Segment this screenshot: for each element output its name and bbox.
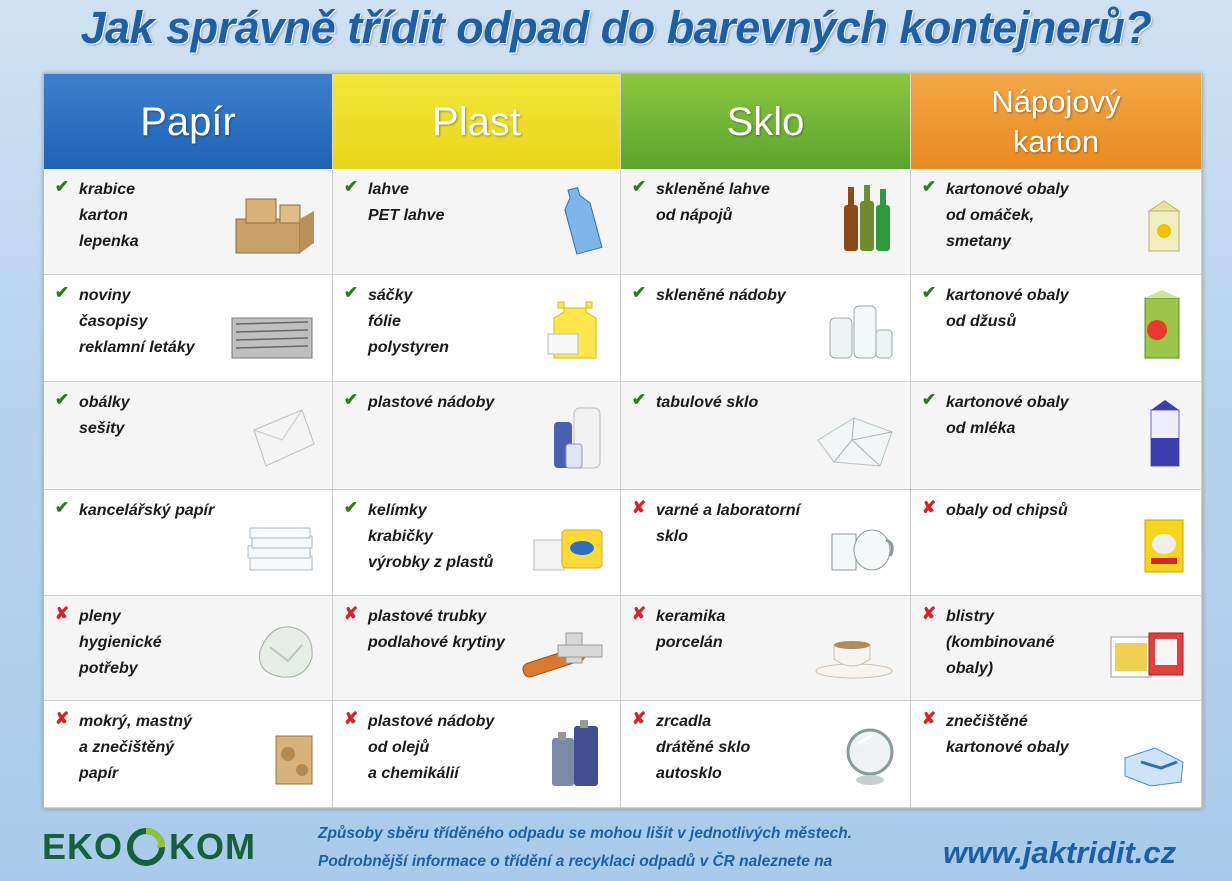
glass-bottles-icon	[840, 183, 896, 260]
cup-saucer-icon	[814, 635, 896, 686]
cross-icon: ✘	[54, 604, 70, 623]
chemical-canisters-icon	[550, 718, 606, 793]
column-header-paper: Papír	[44, 74, 333, 169]
item-text: plastové trubky podlahové krytiny	[368, 608, 505, 651]
cell-plastic-2	[333, 275, 621, 382]
milk-carton-icon	[1143, 398, 1187, 475]
item-text: varné a laboratorní sklo	[656, 502, 801, 545]
cell-glass-5	[621, 596, 911, 701]
cross-icon: ✘	[631, 498, 647, 517]
item-text: pleny hygienické potřeby	[79, 608, 162, 677]
column-header-carton-label: Nápojový karton	[991, 83, 1121, 159]
cross-icon: ✘	[921, 604, 937, 623]
checkmark-icon: ✔	[631, 390, 647, 409]
cell-glass-1	[621, 169, 911, 275]
cell-paper-5	[44, 596, 333, 701]
cell-carton-4	[911, 490, 1202, 596]
dirty-paper-bag-icon	[270, 726, 318, 793]
item-text: kelímky krabičky výrobky z plastů	[368, 502, 494, 571]
sorting-table	[43, 73, 1203, 809]
cross-icon: ✘	[54, 709, 70, 728]
cell-paper-1	[44, 169, 333, 275]
column-header-carton	[911, 74, 1202, 169]
item-text: krabice karton lepenka	[79, 181, 139, 250]
cell-carton-1	[911, 169, 1202, 275]
checkmark-icon: ✔	[343, 283, 359, 302]
checkmark-icon: ✔	[921, 283, 937, 302]
item-text: plastové nádoby	[368, 394, 495, 411]
item-text: keramika porcelán	[656, 608, 726, 651]
footer-note	[318, 820, 852, 876]
checkmark-icon: ✔	[343, 390, 359, 409]
cell-paper-3	[44, 382, 333, 490]
item-text: kancelářský papír	[79, 502, 215, 519]
cross-icon: ✘	[921, 498, 937, 517]
recycle-logo-icon	[126, 827, 166, 867]
cell-paper-4	[44, 490, 333, 596]
item-text: znečištěné kartonové obaly	[946, 713, 1069, 756]
checkmark-icon: ✔	[54, 390, 70, 409]
cross-icon: ✘	[921, 709, 937, 728]
cell-plastic-3	[333, 382, 621, 490]
checkmark-icon: ✔	[343, 498, 359, 517]
cross-icon: ✘	[631, 709, 647, 728]
plastic-cups-icon	[532, 526, 606, 581]
pipes-icon	[520, 627, 606, 686]
checkmark-icon: ✔	[921, 390, 937, 409]
pet-bottle-icon	[562, 183, 606, 260]
cell-carton-3	[911, 382, 1202, 490]
dirty-carton-icon	[1121, 742, 1187, 793]
cell-carton-2	[911, 275, 1202, 382]
item-text: zrcadla drátěné sklo autosklo	[656, 713, 751, 782]
cell-paper-6	[44, 701, 333, 808]
item-text: noviny časopisy reklamní letáky	[79, 287, 195, 356]
item-text: skleněné nádoby	[656, 287, 786, 304]
cell-plastic-4	[333, 490, 621, 596]
cross-icon: ✘	[343, 604, 359, 623]
cell-glass-2	[621, 275, 911, 382]
checkmark-icon: ✔	[921, 177, 937, 196]
logo-text-left: EKO	[42, 826, 124, 867]
footer-note-line2: Podrobnější informace o třídění a recyklaci odpadů v ČR naleznete na	[318, 853, 833, 870]
checkmark-icon: ✔	[54, 498, 70, 517]
column-header-glass: Sklo	[621, 74, 911, 169]
cell-glass-3	[621, 382, 911, 490]
plastic-bags-icon	[544, 292, 606, 367]
cell-carton-6	[911, 701, 1202, 808]
plastic-containers-icon	[552, 398, 606, 475]
item-text: skleněné lahve od nápojů	[656, 181, 770, 224]
checkmark-icon: ✔	[54, 283, 70, 302]
checkmark-icon: ✔	[343, 177, 359, 196]
item-text: sáčky fólie polystyren	[368, 287, 449, 356]
logo-text-right: KOM	[169, 826, 257, 867]
website-link[interactable]: www.jaktridit.cz	[943, 835, 1177, 870]
cross-icon: ✘	[343, 709, 359, 728]
blister-pack-icon	[1109, 629, 1187, 686]
column-header-plastic: Plast	[333, 74, 621, 169]
cell-paper-2	[44, 275, 333, 382]
checkmark-icon: ✔	[631, 177, 647, 196]
cross-icon: ✘	[631, 604, 647, 623]
cell-plastic-1	[333, 169, 621, 275]
lab-glass-icon	[826, 510, 896, 581]
broken-glass-icon	[814, 410, 896, 475]
cell-glass-6	[621, 701, 911, 808]
ekokom-logo	[42, 825, 256, 869]
page-title: Jak správně třídit odpad do barevných kontejnerů?	[80, 2, 1152, 53]
cell-plastic-5	[333, 596, 621, 701]
paper-stack-icon	[244, 526, 318, 581]
envelope-icon	[246, 404, 318, 475]
juice-carton-icon	[1135, 290, 1187, 367]
item-text: blistry (kombinované obaly)	[946, 608, 1055, 677]
cell-glass-4	[621, 490, 911, 596]
glass-jars-icon	[826, 302, 896, 367]
item-text: kartonové obaly od omáček, smetany	[946, 181, 1069, 250]
item-text: plastové nádoby od olejů a chemikálií	[368, 713, 495, 782]
item-text: mokrý, mastný a znečištěný papír	[79, 713, 192, 782]
cell-carton-5	[911, 596, 1202, 701]
cardboard-boxes-icon	[228, 193, 318, 260]
mirror-icon	[844, 722, 896, 793]
item-text: kartonové obaly od mléka	[946, 394, 1069, 437]
checkmark-icon: ✔	[631, 283, 647, 302]
item-text: kartonové obaly od džusů	[946, 287, 1069, 330]
item-text: lahve PET lahve	[368, 181, 445, 224]
newspapers-icon	[226, 310, 318, 367]
chips-bag-icon	[1141, 516, 1187, 581]
checkmark-icon: ✔	[54, 177, 70, 196]
item-text: tabulové sklo	[656, 394, 759, 411]
item-text: obaly od chipsů	[946, 502, 1068, 519]
item-text: obálky sešity	[79, 394, 130, 437]
footer-note-line1: Způsoby sběru tříděného odpadu se mohou lišit v jednotlivých městech.	[318, 825, 852, 842]
sauce-carton-icon	[1143, 199, 1187, 260]
cell-plastic-6	[333, 701, 621, 808]
diaper-icon	[254, 621, 318, 686]
